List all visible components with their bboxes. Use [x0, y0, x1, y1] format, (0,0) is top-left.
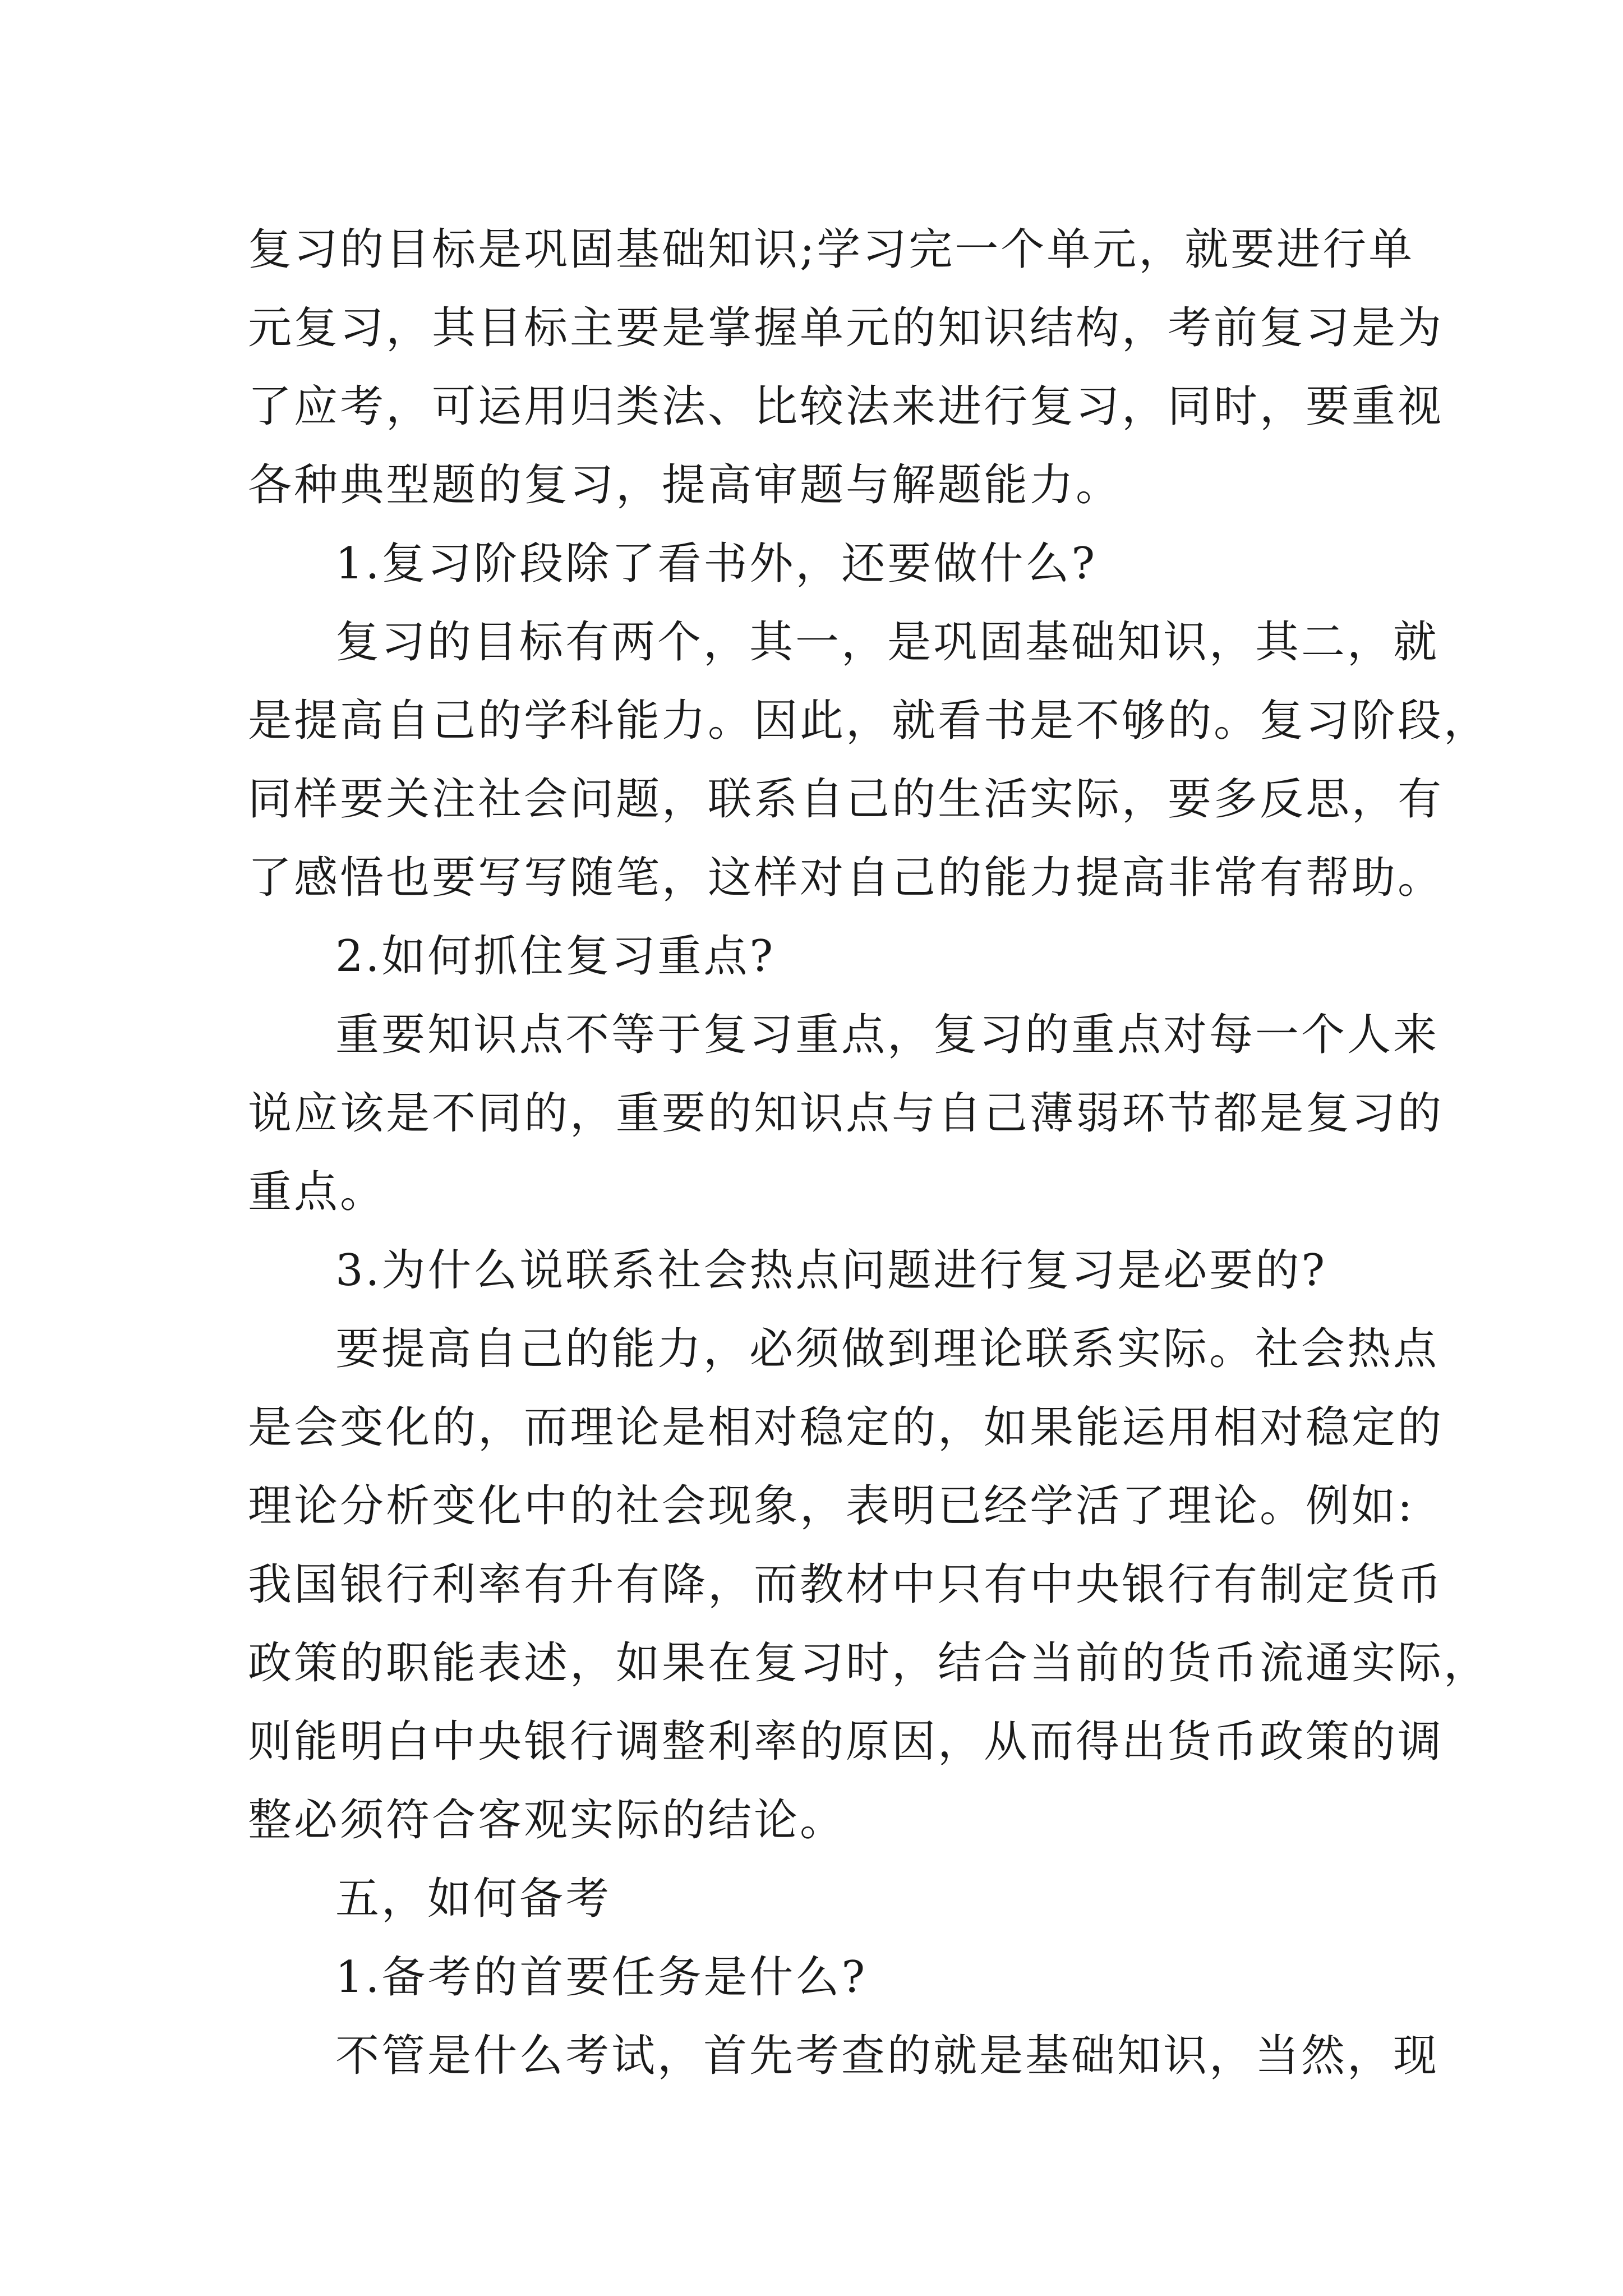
text-line: 政策的职能表述，如果在复习时，结合当前的货币流通实际， [248, 1638, 1490, 1688]
text-line: 是提高自己的学科能力。因此，就看书是不够的。复习阶段， [248, 696, 1490, 746]
text-line: 各种典型题的复习，提高审题与解题能力。 [248, 460, 1122, 510]
text-line: 重点。 [248, 1167, 386, 1217]
text-line: 同样要关注社会问题，联系自己的生活实际，要多反思，有 [248, 774, 1444, 825]
text-line: 我国银行利率有升有降，而教材中只有中央银行有制定货币 [248, 1559, 1444, 1610]
text-line: 了感悟也要写写随笔，这样对自己的能力提高非常有帮助。 [248, 853, 1444, 903]
section-heading: 五，如何备考 [335, 1874, 612, 1924]
question-heading: 3.为什么说联系社会热点问题进行复习是必要的? [335, 1245, 1327, 1296]
text-line: 要提高自己的能力，必须做到理论联系实际。社会热点 [335, 1324, 1440, 1374]
text-line: 则能明白中央银行调整利率的原因，从而得出货币政策的调 [248, 1717, 1444, 1767]
text-line: 不管是什么考试，首先考查的就是基础知识，当然，现 [335, 2031, 1440, 2081]
text-line: 是会变化的，而理论是相对稳定的，如果能运用相对稳定的 [248, 1402, 1444, 1453]
text-line: 重要知识点不等于复习重点，复习的重点对每一个人来 [335, 1010, 1440, 1060]
text-line: 整必须符合客观实际的结论。 [248, 1795, 846, 1846]
text-line: 了应考，可运用归类法、比较法来进行复习，同时，要重视 [248, 381, 1444, 432]
text-line: 元复习，其目标主要是掌握单元的知识结构，考前复习是为 [248, 303, 1444, 353]
text-line: 复习的目标有两个，其一，是巩固基础知识，其二，就 [335, 617, 1440, 668]
text-line: 说应该是不同的，重要的知识点与自己薄弱环节都是复习的 [248, 1088, 1444, 1139]
text-line: 理论分析变化中的社会现象，表明已经学活了理论。例如: [248, 1481, 1415, 1531]
text-line: 复习的目标是巩固基础知识;学习完一个单元，就要进行单 [248, 224, 1415, 275]
question-heading: 1.备考的首要任务是什么? [335, 1952, 868, 2003]
question-heading: 2.如何抓住复习重点? [335, 931, 776, 982]
question-heading: 1.复习阶段除了看书外，还要做什么? [335, 539, 1098, 589]
